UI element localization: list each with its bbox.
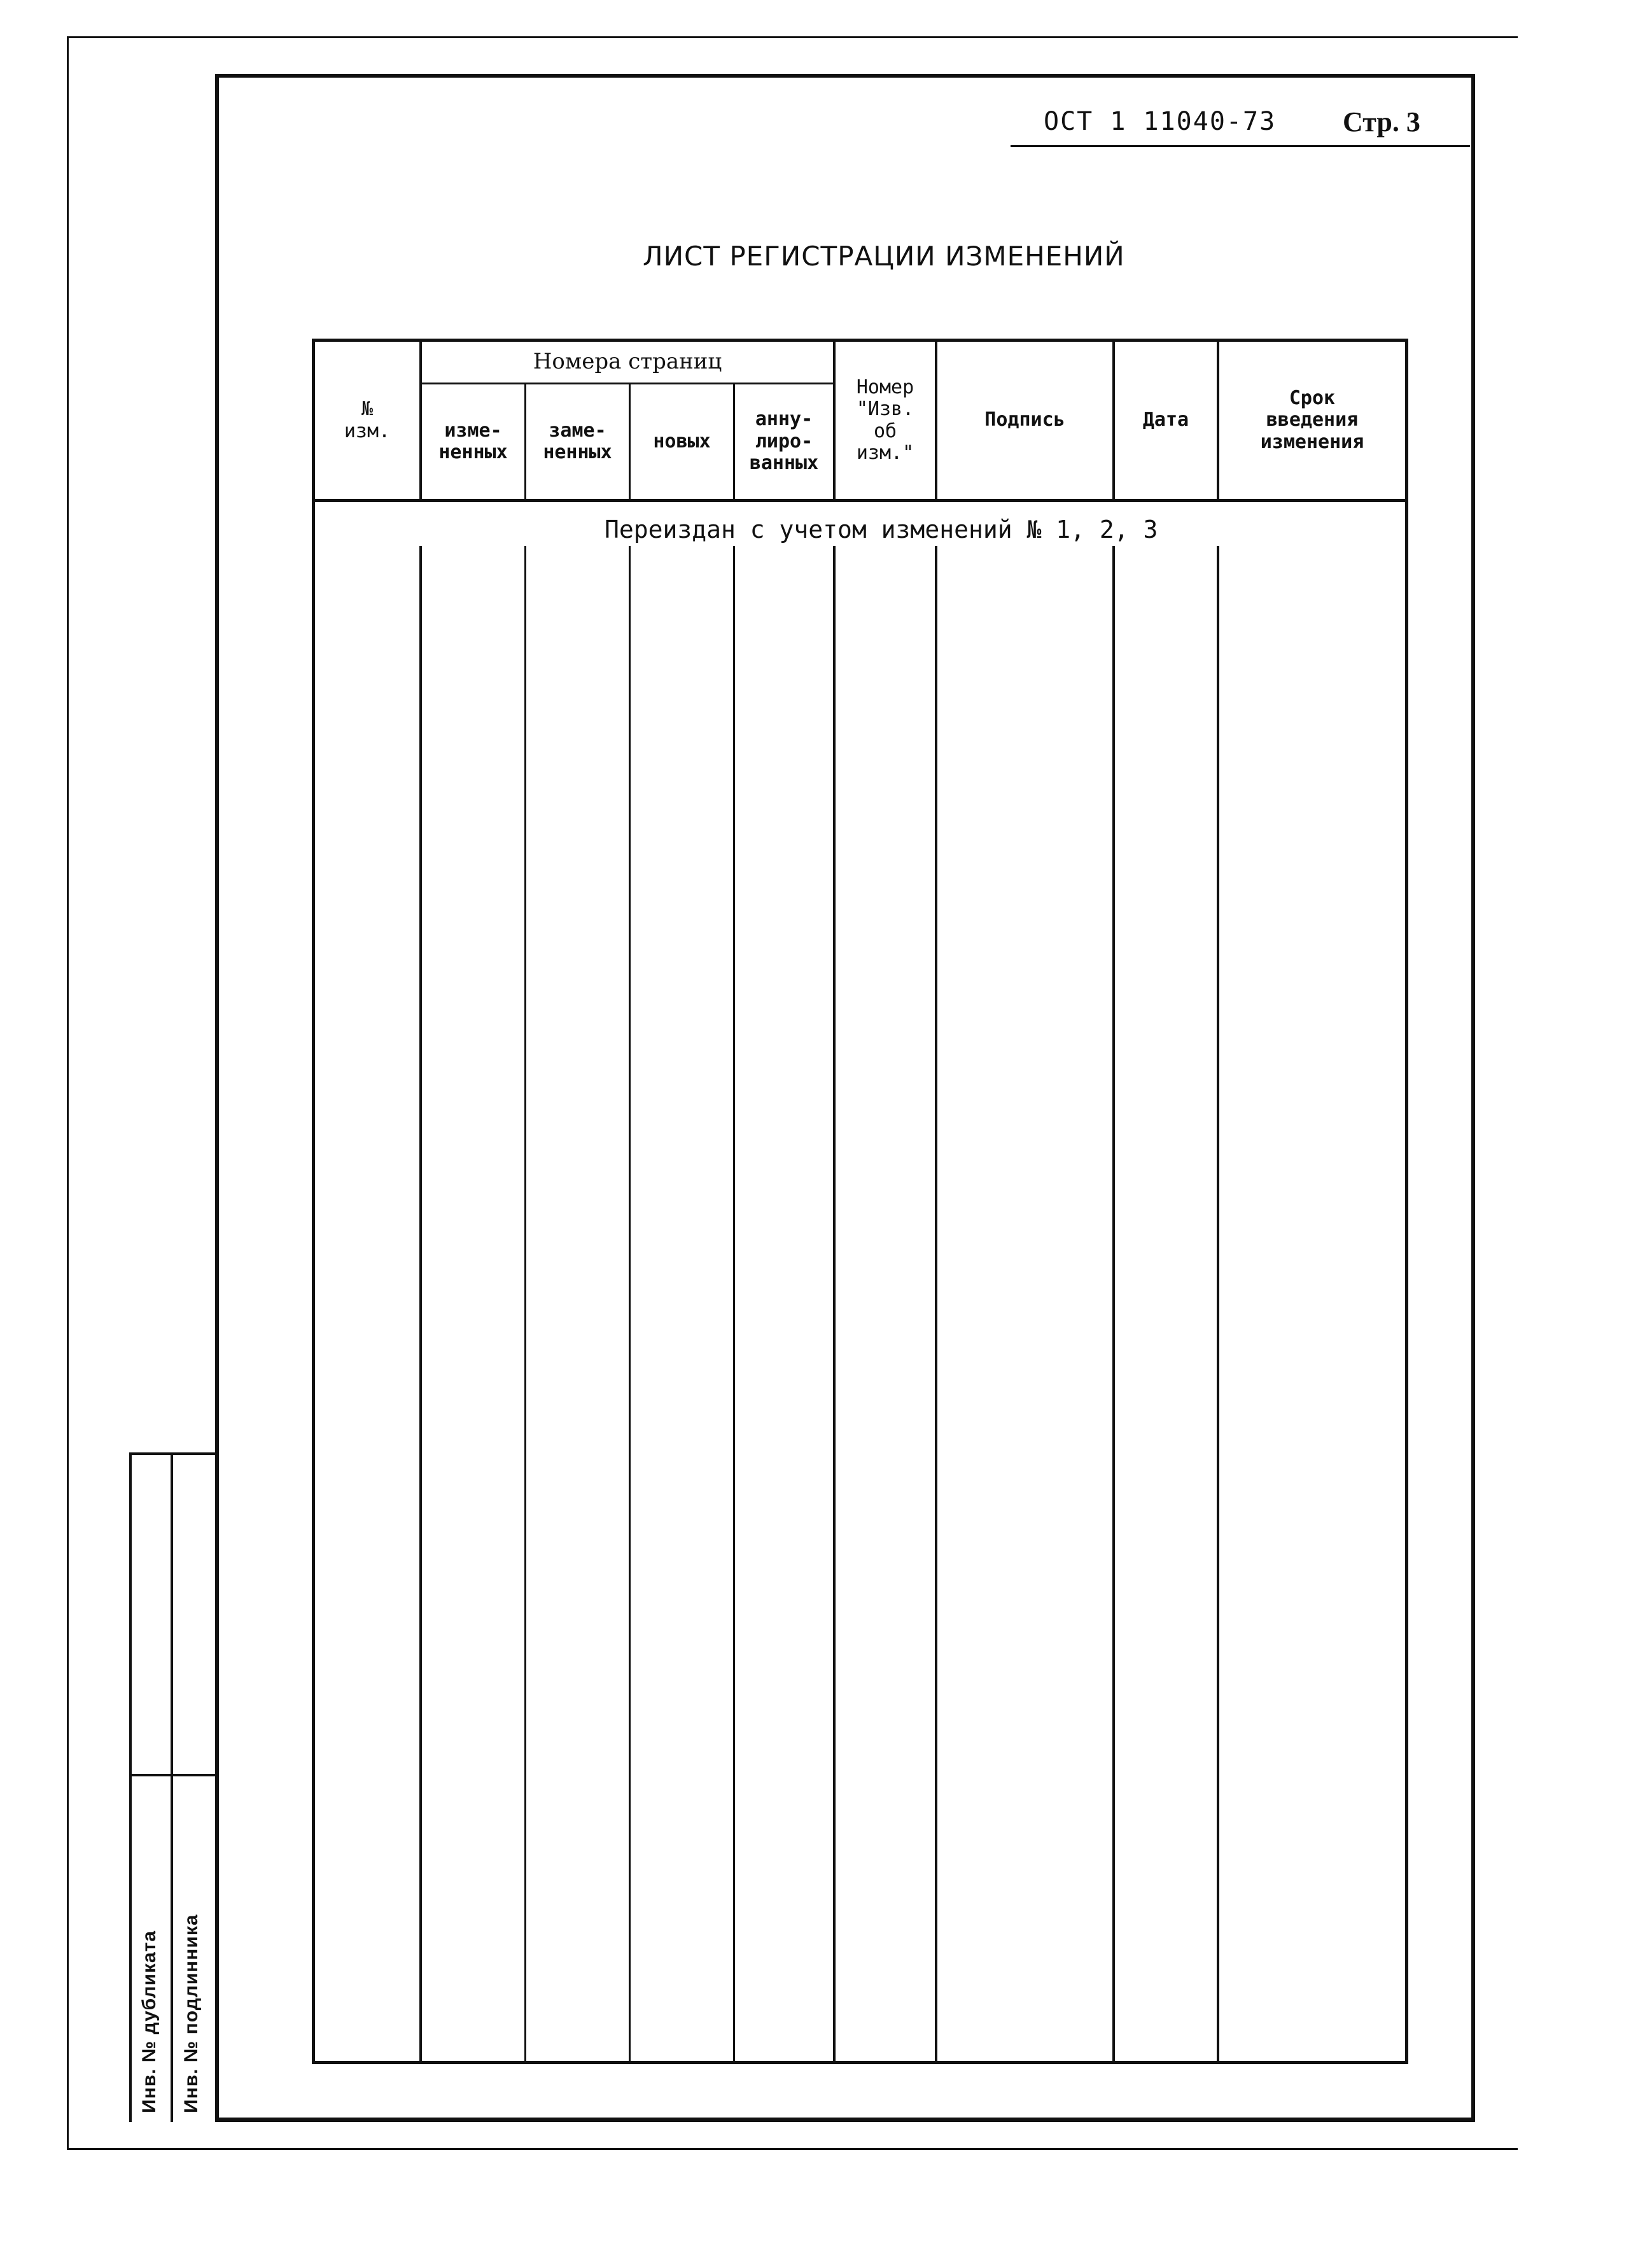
stamp-line	[129, 1452, 218, 1455]
body-col-line	[1217, 546, 1219, 2062]
col-header-change-no: № изм.	[344, 398, 391, 442]
stamp-line	[129, 1774, 218, 1776]
body-col-line	[733, 546, 735, 2062]
table-border-bottom	[312, 2061, 1408, 2064]
body-col-line	[1112, 546, 1115, 2062]
col-header-new: новых	[653, 430, 711, 453]
stamp-line	[171, 1452, 173, 2122]
body-col-line	[935, 546, 937, 2062]
col-header-changed: изме- ненных	[438, 419, 508, 463]
frame-top	[215, 74, 1475, 78]
table-border-right	[1405, 339, 1408, 2064]
page-number: Стр. 3	[1343, 106, 1420, 137]
page-title: ЛИСТ РЕГИСТРАЦИИ ИЗМЕНЕНИЙ	[643, 241, 1125, 272]
sheet-border-left	[67, 36, 69, 2149]
col-header-cancelled: анну- лиро- ванных	[749, 408, 819, 475]
reissue-note: Переиздан с учетом изменений № 1, 2, 3	[605, 516, 1158, 544]
col-header-effective-term: Срок введения изменения	[1260, 386, 1364, 453]
header-underline	[1011, 145, 1470, 147]
sheet-border-bottom	[67, 2148, 1518, 2150]
col-group-header-page-numbers: Номера страниц	[533, 349, 722, 375]
table-border-left	[312, 339, 315, 2064]
body-col-line	[419, 546, 422, 2062]
body-col-line	[629, 546, 631, 2062]
col-header-notice-number: Номер "Изв. об изм."	[856, 376, 914, 464]
doc-number: ОСТ 1 11040-73	[1044, 107, 1277, 136]
body-col-line	[833, 546, 836, 2062]
frame-bottom	[215, 2118, 1475, 2122]
header-separator	[312, 499, 1408, 502]
col-header-replaced: заме- ненных	[543, 419, 612, 463]
frame-left	[215, 74, 219, 2121]
frame-right	[1471, 74, 1475, 2121]
duplicate-inventory-label: Инв. № дубликата	[139, 1930, 160, 2113]
body-col-line	[524, 546, 526, 2062]
col-header-signature: Подпись	[984, 409, 1065, 432]
stamp-line	[129, 1452, 132, 2122]
col-header-date: Дата	[1142, 409, 1189, 432]
original-inventory-label: Инв. № подлинника	[181, 1914, 202, 2113]
sheet-border-top	[67, 36, 1518, 38]
